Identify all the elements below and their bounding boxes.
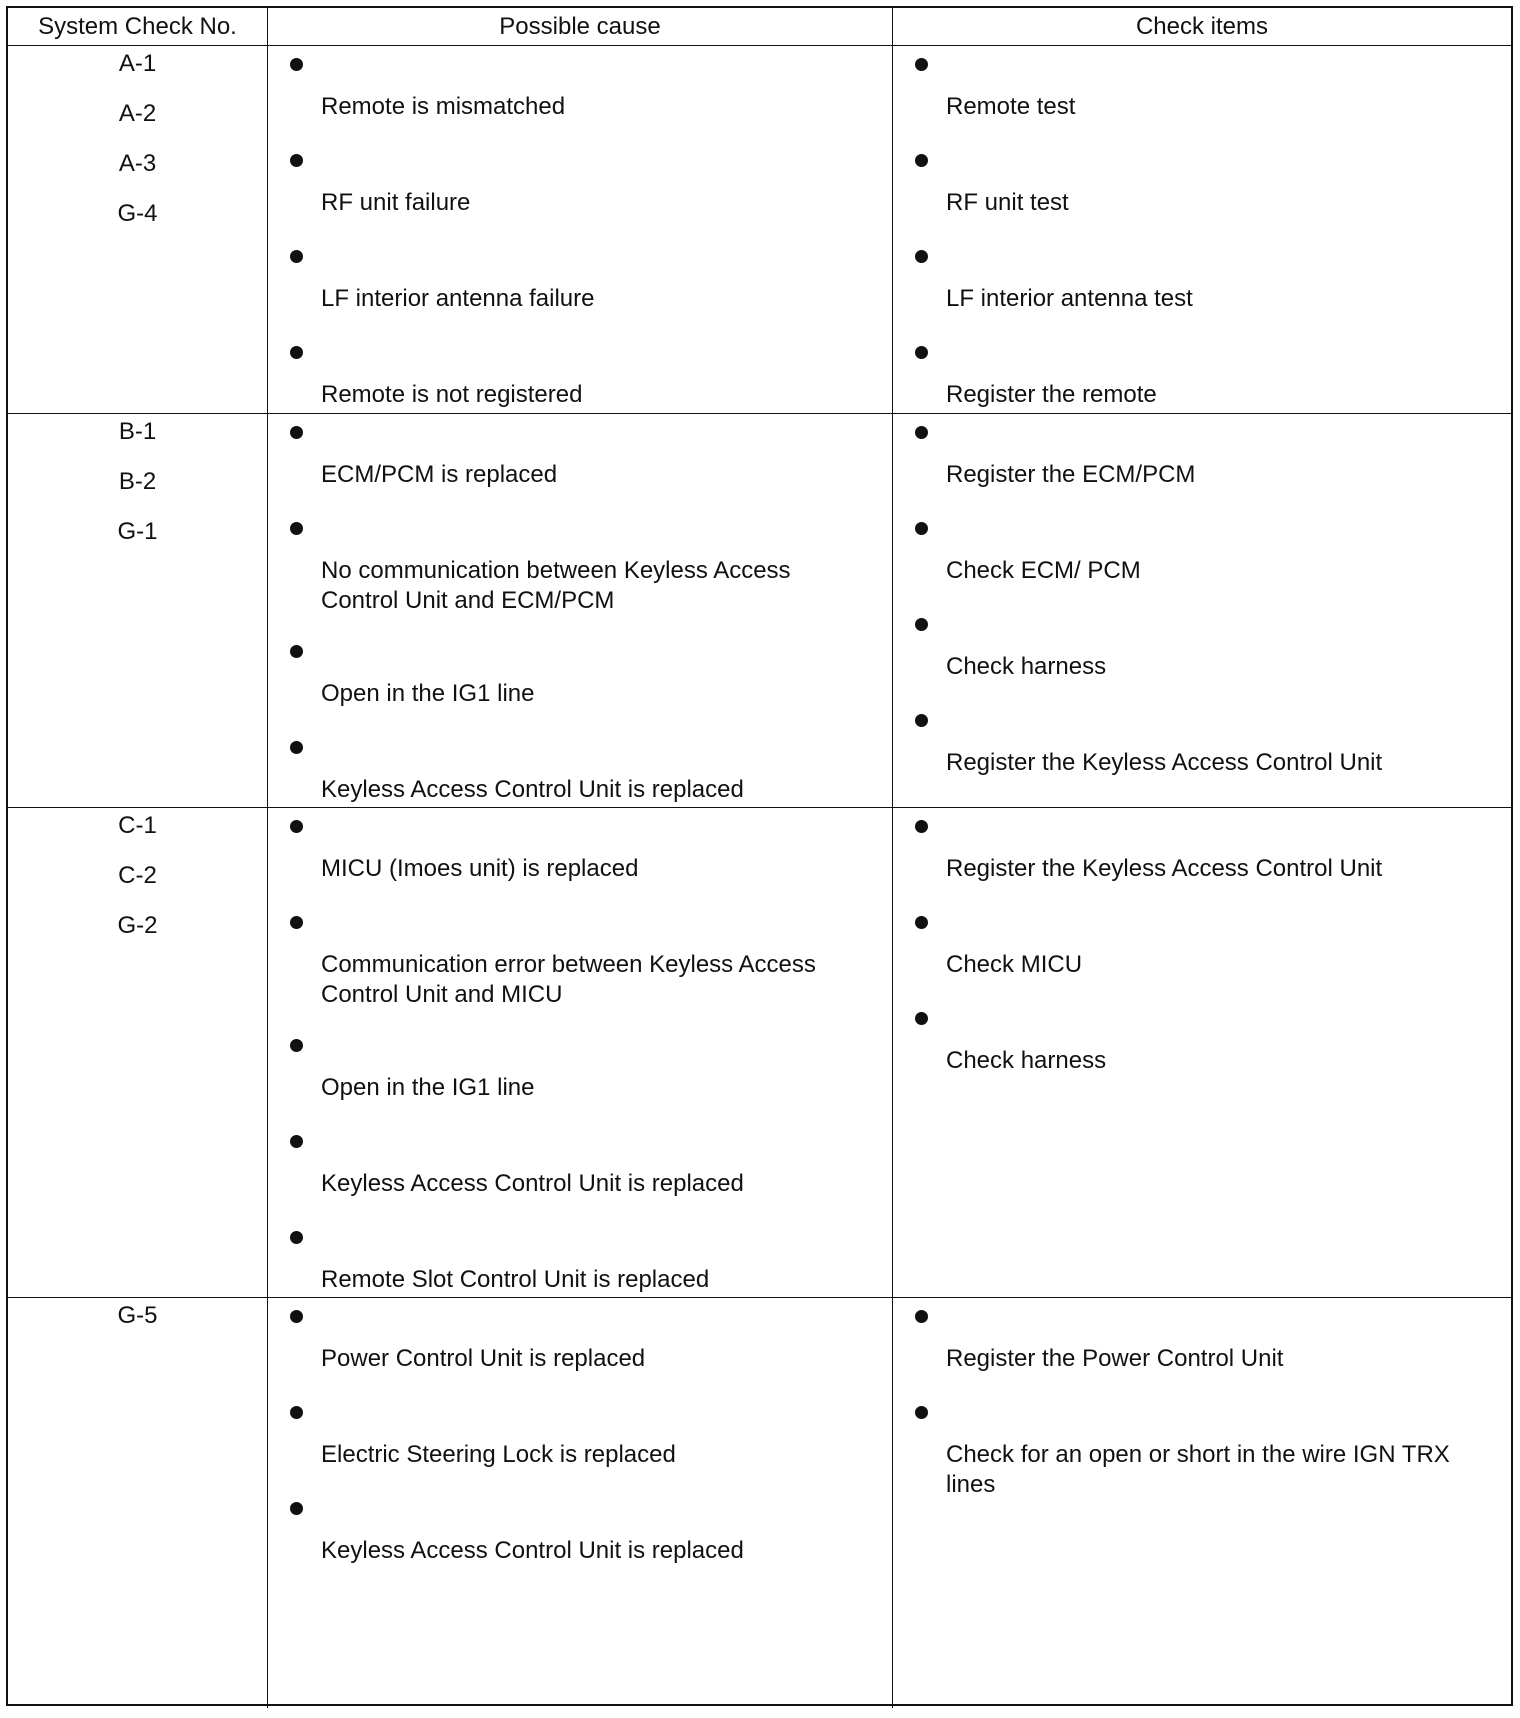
system-check-number: A-2 — [118, 100, 157, 127]
troubleshooting-table — [6, 6, 1513, 1706]
bullet-icon — [290, 154, 303, 167]
system-check-number: A-3 — [118, 150, 157, 177]
system-check-number: C-2 — [118, 862, 157, 889]
bullet-icon — [290, 1135, 303, 1148]
possible-cause-text: Keyless Access Control Unit is replaced — [321, 1537, 744, 1564]
possible-cause-text: Remote is not registered — [321, 381, 583, 408]
check-text: Check ECM/ PCM — [946, 557, 1141, 584]
possible-cause-text: Communication error between Keyless Access Control Unit and MICU — [321, 951, 816, 1008]
bullet-icon — [290, 1039, 303, 1052]
header-system-check-no: System Check No. — [8, 8, 268, 45]
possible-cause-cell — [268, 46, 893, 413]
check-items-cell — [893, 1298, 1511, 1708]
system-check-cell — [8, 1298, 268, 1708]
bullet-icon — [290, 820, 303, 833]
possible-cause-cell — [268, 414, 893, 807]
possible-cause-cell — [268, 1298, 893, 1708]
check-text: Check harness — [946, 1047, 1107, 1074]
check-text: Register the ECM/PCM — [946, 461, 1196, 488]
bullet-icon — [915, 820, 928, 833]
bullet-icon — [915, 154, 928, 167]
bullet-icon — [290, 741, 303, 754]
system-check-number: B-1 — [118, 418, 157, 445]
possible-cause-text: LF interior antenna failure — [321, 285, 595, 312]
check-text: Register the Power Control Unit — [946, 1345, 1284, 1372]
possible-cause-text: Open in the IG1 line — [321, 680, 535, 707]
possible-cause-text: Power Control Unit is replaced — [321, 1345, 646, 1372]
table-row — [8, 1298, 1511, 1708]
table-row — [8, 808, 1511, 1298]
bullet-icon — [915, 58, 928, 71]
check-text: Remote test — [946, 93, 1076, 120]
check-items-cell — [893, 414, 1511, 807]
system-check-cell — [8, 46, 268, 413]
possible-cause-text: Remote is mismatched — [321, 93, 566, 120]
bullet-icon — [290, 522, 303, 535]
bullet-icon — [915, 1310, 928, 1323]
check-text: Check harness — [946, 653, 1107, 680]
bullet-icon — [915, 618, 928, 631]
check-text: RF unit test — [946, 189, 1069, 216]
bullet-icon — [915, 916, 928, 929]
bullet-icon — [290, 250, 303, 263]
possible-cause-text: Open in the IG1 line — [321, 1074, 535, 1101]
bullet-icon — [915, 714, 928, 727]
bullet-icon — [915, 426, 928, 439]
possible-cause-text: MICU (Imoes unit) is replaced — [321, 855, 639, 882]
system-check-number: G-5 — [117, 1302, 158, 1329]
bullet-icon — [290, 645, 303, 658]
system-check-cell — [8, 808, 268, 1297]
system-check-number: B-2 — [118, 468, 157, 495]
bullet-icon — [290, 1231, 303, 1244]
bullet-icon — [290, 1406, 303, 1419]
possible-cause-text: No communication between Keyless Access Control Unit and ECM/PCM — [321, 557, 791, 614]
system-check-number: A-1 — [118, 50, 157, 77]
bullet-icon — [915, 346, 928, 359]
table-header — [8, 8, 1511, 46]
table-row — [8, 414, 1511, 808]
check-text: LF interior antenna test — [946, 285, 1193, 312]
possible-cause-text: Keyless Access Control Unit is replaced — [321, 1170, 744, 1197]
check-text: Register the remote — [946, 381, 1157, 408]
check-text: Register the Keyless Access Control Unit — [946, 855, 1383, 882]
possible-cause-text: ECM/PCM is replaced — [321, 461, 558, 488]
header-check-items: Check items — [1135, 13, 1269, 40]
system-check-cell — [8, 414, 268, 807]
possible-cause-text: Keyless Access Control Unit is replaced — [321, 776, 744, 803]
system-check-number: G-1 — [117, 518, 158, 545]
bullet-icon — [915, 250, 928, 263]
check-items-cell — [893, 46, 1511, 413]
bullet-icon — [290, 346, 303, 359]
bullet-icon — [290, 58, 303, 71]
bullet-icon — [290, 1310, 303, 1323]
possible-cause-text: RF unit failure — [321, 189, 471, 216]
bullet-icon — [290, 1502, 303, 1515]
table-row — [8, 46, 1511, 414]
system-check-number: G-2 — [117, 912, 158, 939]
check-text: Check for an open or short in the wire IGN TRX lines — [946, 1441, 1450, 1498]
system-check-number: G-4 — [117, 200, 158, 227]
bullet-icon — [915, 522, 928, 535]
bullet-icon — [915, 1012, 928, 1025]
header-possible-cause: Possible cause — [268, 8, 893, 45]
bullet-icon — [290, 916, 303, 929]
check-text: Register the Keyless Access Control Unit — [946, 749, 1383, 776]
possible-cause-text: Electric Steering Lock is replaced — [321, 1441, 676, 1468]
bullet-icon — [290, 426, 303, 439]
check-text: Check MICU — [946, 951, 1083, 978]
possible-cause-cell — [268, 808, 893, 1297]
possible-cause-text: Remote Slot Control Unit is replaced — [321, 1266, 710, 1293]
check-items-cell — [893, 808, 1511, 1297]
system-check-number: C-1 — [118, 812, 157, 839]
bullet-icon — [915, 1406, 928, 1419]
